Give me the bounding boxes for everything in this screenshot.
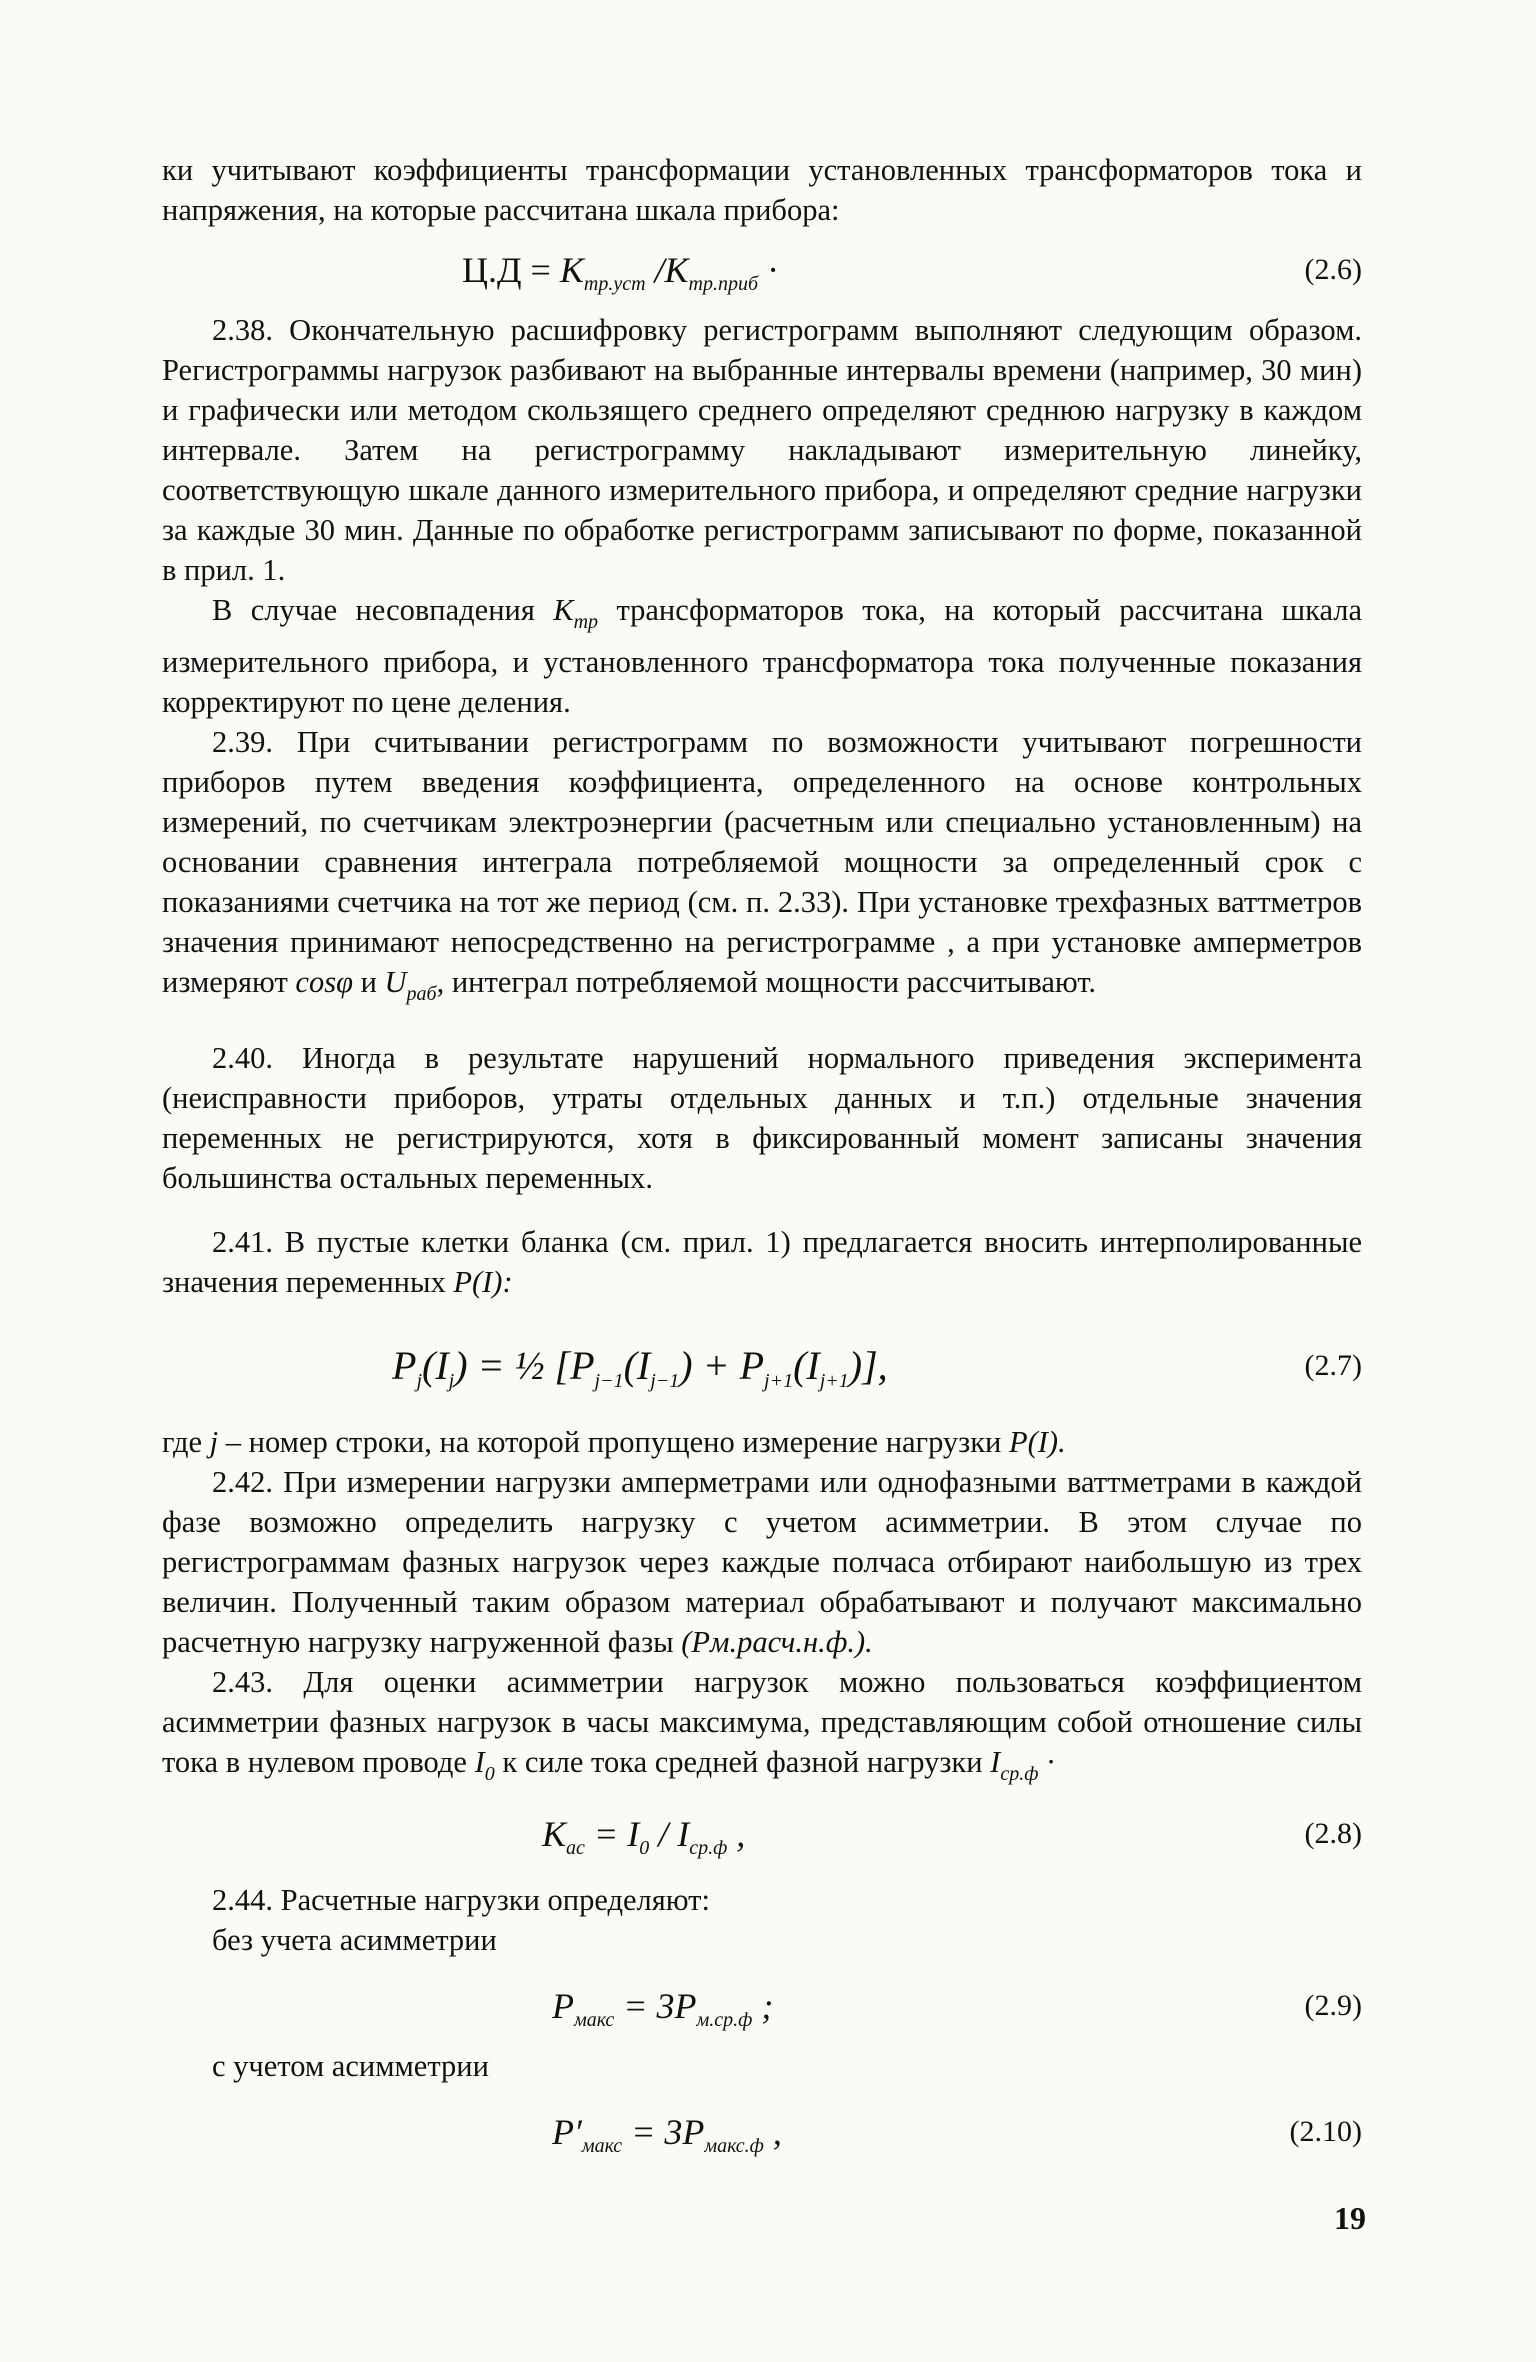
f27-rest: ) = ½ [P	[454, 1343, 595, 1388]
formula-2-10	[162, 2102, 1362, 2162]
formula-2-7	[162, 1326, 1362, 1406]
paragraph-2-44: 2.44. Расчетные нагрузки определяют:	[212, 1883, 710, 1917]
p243-text: 2.43. Для оценки асимметрии нагрузок можно пользоваться коэффициентом асимметрии фазных нагрузок в часы максимума, представляющим собой отношение силы тока в нулевом проводе	[162, 1665, 1362, 1779]
f28-slash: / I	[649, 1814, 690, 1854]
f27-sub4: j−1	[650, 1370, 680, 1392]
p243-icp: I	[990, 1745, 1001, 1779]
f26-lhs: Ц.Д =	[462, 250, 551, 290]
f27-end: )],	[848, 1343, 888, 1388]
f210-rhs-sub: макс.ф	[704, 2135, 764, 2157]
formula-2-8-expr	[542, 1804, 745, 1878]
f27-sub1: j	[416, 1370, 422, 1392]
p238b-k: K	[553, 593, 574, 627]
f28-lhs-sub: ас	[566, 1837, 585, 1859]
formula-2-10-expr	[552, 2102, 782, 2176]
f210-tail: ,	[763, 2112, 782, 2152]
paragraph-2-43	[162, 1662, 1362, 1794]
p239-a: 2.39. При считывании регистрограмм по возможности учитывают погрешности приборов путем введения коэффициента, определенного на основе контрольных измерений, по счетчикам электроэнергии (расчетным или специально установленным) на основании сравнения интеграла потребляемой мощности за определенный срок с показаниями счетчика на тот же период (см. п. 2.33). При установке трехфазных ваттметров значения принимают непосредственно на регистрограмме , а при установке амперметров измеряют	[162, 725, 1362, 999]
page-number: 19	[1334, 2200, 1366, 2236]
where-b: – номер строки, на которой пропущено измерение нагрузки	[225, 1425, 1002, 1459]
f28-tail: ,	[727, 1814, 746, 1854]
p243-dot: ·	[1046, 1745, 1057, 1779]
f29-eq: = 3P	[614, 1986, 697, 2026]
p243-icp-sub: ср.ф	[1000, 1763, 1039, 1785]
formula-2-6	[162, 240, 1362, 300]
p239-u-sub: раб	[406, 983, 437, 1005]
paragraph-intro: ки учитывают коэффициенты трансформации установленных трансформаторов тока и напряжения, на которые рассчитана шкала прибора:	[162, 153, 1362, 227]
p239-cos: cosφ	[295, 965, 353, 999]
paragraph-2-38: 2.38. Окончательную расшифровку регистрограмм выполняют следующим образом. Регистрограммы нагрузок разбивают на выбранные интервалы времени (например, 30 мин) и графически или методом скользящего среднего определяют среднюю нагрузку в каждом интервале. Затем на регистрограмму накладывают измерительную линейку, соответствующую шкале данного измерительного прибора, и определяют средние нагрузки за каждые 30 мин. Данные по обработке регистрограмм записывают по форме, показанной в прил. 1.	[162, 313, 1362, 587]
f26-k2-sub: тр.приб	[688, 273, 759, 295]
f28-i-sub: 0	[639, 1837, 650, 1859]
f27-sub3: j−1	[594, 1370, 624, 1392]
formula-2-9	[162, 1976, 1362, 2036]
f29-tail: ;	[752, 1986, 774, 2026]
formula-2-6-expr	[462, 240, 779, 314]
formula-2-9-expr	[552, 1976, 773, 2050]
f210-eq: = 3P	[622, 2112, 705, 2152]
formula-2-8	[162, 1804, 1362, 1864]
p242-text: 2.42. При измерении нагрузки амперметрами или однофазными ваттметрами в каждой фазе возможно определить нагрузку с учетом асимметрии. В этом случае по регистрограммам фазных нагрузок через каждые полчаса отбирают наибольшую из трех величин. Полученный таким образом материал обрабатывают и получают максимально расчетную нагрузку нагруженной фазы	[162, 1465, 1362, 1659]
paragraph-where	[162, 1422, 1362, 1462]
f29-rhs-sub: м.ср.ф	[696, 2009, 753, 2031]
p243-i0-sub: 0	[484, 1763, 495, 1785]
page-body	[162, 150, 1362, 2162]
where-a: где	[162, 1425, 203, 1459]
f26-k1: K	[559, 250, 584, 290]
formula-2-7-number: (2.7)	[1304, 1349, 1362, 1382]
f28-i2-sub: ср.ф	[689, 1837, 728, 1859]
with-asymmetry-label: с учетом асимметрии	[212, 2049, 489, 2083]
p238b-sub: тр	[573, 611, 599, 633]
f29-lhs: P	[552, 1986, 574, 2026]
f27-sub6: j+1	[819, 1370, 849, 1392]
p241-text: 2.41. В пустые клетки бланка (см. прил. 1) предлагается вносить интерполированные значения переменных	[162, 1225, 1362, 1299]
f27-mid4: (I	[793, 1343, 820, 1388]
paragraph-2-38-b	[162, 590, 1362, 722]
where-var: P(I).	[1008, 1425, 1066, 1459]
p239-u: U	[384, 965, 407, 999]
paragraph-2-42	[162, 1462, 1362, 1662]
p238b-before: В случае несовпадения	[212, 593, 535, 627]
p242-var: (Pм.расч.н.ф.).	[681, 1625, 873, 1659]
where-j: j	[209, 1425, 219, 1459]
f26-k1-sub: тр.уст	[583, 273, 646, 295]
p239-c: , интеграл потребляемой мощности рассчитывают.	[436, 965, 1096, 999]
formula-2-6-number: (2.6)	[1304, 253, 1362, 286]
f29-lhs-sub: макс	[574, 2009, 615, 2031]
f27-mid: (I	[422, 1343, 449, 1388]
paragraph-2-40: 2.40. Иногда в результате нарушений нормального приведения эксперимента (неисправности приборов, утраты отдельных данных и т.п.) отдельные значения переменных не регистрируются, хотя в фиксированный момент записаны значения большинства остальных переменных.	[162, 1041, 1362, 1195]
f27-mid3: ) + P	[679, 1343, 765, 1388]
p238b-after: трансформаторов тока, на который рассчитана шкала измерительного прибора, и установленного трансформатора тока полученные показания корректируют по цене деления.	[162, 593, 1363, 719]
no-asymmetry-label: без учета асимметрии	[212, 1923, 497, 1957]
paragraph-2-41	[162, 1222, 1362, 1302]
f210-lhs-sub: макс	[581, 2135, 623, 2157]
f27-p: P	[392, 1343, 417, 1388]
f27-sub5: j+1	[764, 1370, 794, 1392]
p243-i0: I	[474, 1745, 485, 1779]
f26-k2: K	[664, 250, 689, 290]
formula-2-8-number: (2.8)	[1304, 1817, 1362, 1850]
p243-mid: к силе тока средней фазной нагрузки	[502, 1745, 983, 1779]
formula-2-7-expr	[392, 1326, 888, 1421]
p239-b: и	[360, 965, 377, 999]
f28-lhs: K	[542, 1814, 567, 1854]
p241-var: P(I):	[453, 1265, 513, 1299]
paragraph-2-39	[162, 722, 1362, 1014]
f27-mid2: (I	[623, 1343, 651, 1388]
f26-slash: /	[654, 250, 665, 290]
f26-tail: ·	[767, 250, 780, 290]
f28-eq: = I	[584, 1814, 640, 1854]
f210-lhs: P′	[552, 2112, 582, 2152]
formula-2-10-number: (2.10)	[1289, 2115, 1362, 2148]
formula-2-9-number: (2.9)	[1304, 1989, 1362, 2022]
f27-sub2: j	[448, 1370, 455, 1392]
